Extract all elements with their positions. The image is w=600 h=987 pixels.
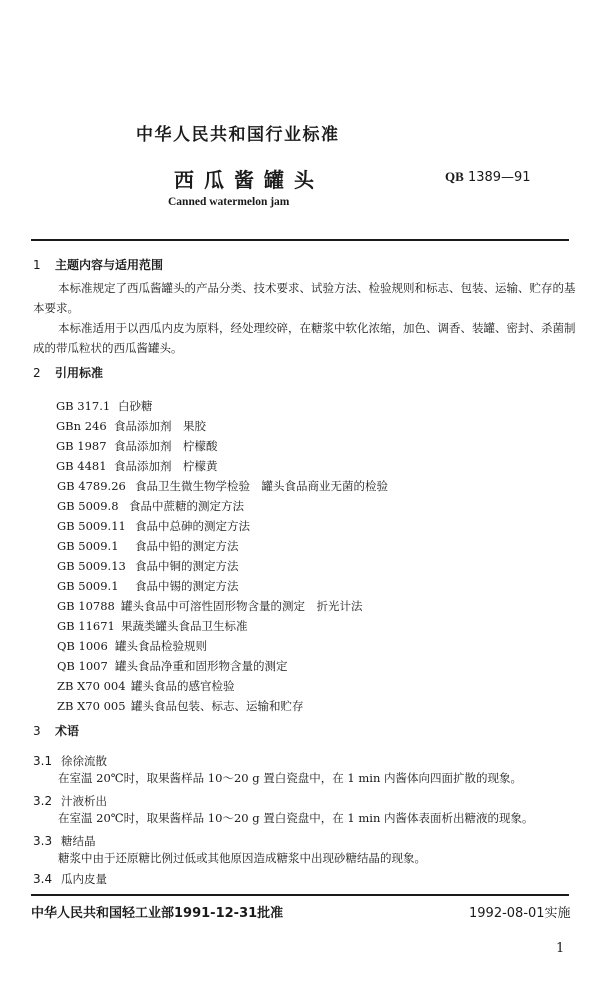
- reference-title: 食品中蔗糖的测定方法: [129, 499, 244, 513]
- reference-title: 罐头食品包装、标志、运输和贮存: [131, 699, 304, 713]
- reference-code: GB 4789.26: [57, 479, 126, 493]
- reference-item: [57, 578, 239, 594]
- term-number: 3.2: [33, 794, 53, 808]
- reference-item: [57, 618, 248, 634]
- reference-item: [57, 518, 250, 534]
- reference-item: [56, 398, 153, 414]
- english-title: Canned watermelon jam: [168, 196, 290, 208]
- reference-code: GB 5009.13: [57, 559, 126, 573]
- reference-code: ZB X70 005: [57, 699, 126, 713]
- term-number: 3.1: [33, 754, 53, 768]
- reference-code: GB 5009.8: [57, 499, 119, 513]
- standard-code: [445, 169, 531, 185]
- footer-divider: [31, 894, 569, 896]
- reference-item: [57, 538, 239, 554]
- reference-code: QB 1006: [57, 639, 108, 653]
- reference-title: 罐头食品中可溶性固形物含量的测定 折光计法: [121, 599, 363, 613]
- reference-title: 食品中锡的测定方法: [135, 579, 239, 593]
- reference-title: 罐头食品检验规则: [115, 639, 207, 653]
- term-name: 瓜内皮量: [61, 872, 107, 886]
- reference-item: [57, 598, 363, 614]
- term-heading: [33, 790, 107, 809]
- section-number: 1: [33, 258, 41, 272]
- reference-code: GB 1987: [56, 439, 107, 453]
- term-name: 徐徐流散: [61, 754, 107, 768]
- term-number: 3.4: [33, 872, 53, 886]
- reference-code: QB 1007: [57, 659, 108, 673]
- term-definition: 糖浆中由于还原糖比例过低或其他原因造成糖浆中出现砂糖结晶的现象。: [58, 851, 426, 865]
- reference-title: 食品添加剂 柠檬黄: [114, 459, 218, 473]
- reference-code: GB 4481: [56, 459, 107, 473]
- reference-item: [57, 698, 304, 714]
- term-name: 糖结晶: [61, 834, 96, 848]
- term-number: 3.3: [33, 834, 53, 848]
- section-heading-1: [33, 256, 163, 273]
- reference-title: 食品中铅的测定方法: [135, 539, 239, 553]
- reference-title: 食品中铜的测定方法: [135, 559, 239, 573]
- term-definition: 在室温 20℃时，取果酱样品 10～20 g 置白瓷盘中，在 1 min 内酱体表面析出糖液的现象。: [58, 811, 534, 825]
- term-heading: [33, 750, 107, 769]
- paragraph-2-line-2: 成的带瓜粒状的西瓜酱罐头。: [33, 341, 183, 355]
- reference-title: 食品中总砷的测定方法: [135, 519, 250, 533]
- standard-code-prefix: QB: [445, 169, 464, 184]
- approval-statement: 中华人民共和国轻工业部1991-12-31批准: [31, 906, 284, 921]
- reference-code: GBn 246: [56, 419, 107, 433]
- paragraph-1-line-2: 本要求。: [33, 301, 79, 315]
- section-number: 2: [33, 366, 41, 380]
- reference-title: 食品添加剂 柠檬酸: [114, 439, 218, 453]
- reference-code: ZB X70 004: [57, 679, 126, 693]
- effective-date: 1992-08-01实施: [469, 906, 571, 921]
- reference-item: [56, 438, 218, 454]
- section-heading-3: [33, 722, 79, 739]
- reference-title: 罐头食品净重和固形物含量的测定: [115, 659, 288, 673]
- section-heading-2: [33, 364, 103, 381]
- reference-item: [57, 498, 244, 514]
- term-definition: 在室温 20℃时，取果酱样品 10～20 g 置白瓷盘中，在 1 min 内酱体向四面扩散的现象。: [58, 771, 523, 785]
- term-name: 汁液析出: [61, 794, 107, 808]
- term-heading: [33, 868, 107, 887]
- reference-code: GB 10788: [57, 599, 115, 613]
- term-heading: [33, 830, 96, 849]
- reference-item: [56, 458, 218, 474]
- reference-code: GB 5009.1: [57, 539, 119, 553]
- document-title: 西瓜酱罐头: [174, 168, 324, 192]
- reference-item: [57, 478, 388, 494]
- reference-item: [56, 418, 206, 434]
- issuing-org-header: 中华人民共和国行业标准: [136, 125, 340, 145]
- section-title: 引用标准: [55, 366, 104, 380]
- reference-title: 白砂糖: [118, 399, 153, 413]
- reference-title: 罐头食品的感官检验: [131, 679, 235, 693]
- reference-title: 食品卫生微生物学检验 罐头食品商业无菌的检验: [135, 479, 388, 493]
- page-number: 1: [556, 941, 565, 956]
- paragraph-1-line-1: 本标准规定了西瓜酱罐头的产品分类、技术要求、试验方法、检验规则和标志、包装、运输、贮存的基: [58, 281, 576, 295]
- section-title: 术语: [55, 724, 80, 738]
- reference-item: [57, 638, 207, 654]
- reference-item: [57, 678, 235, 694]
- reference-code: GB 317.1: [56, 399, 111, 413]
- reference-code: GB 5009.1: [57, 579, 119, 593]
- standard-code-number: 1389—91: [467, 170, 531, 185]
- section-number: 3: [33, 724, 41, 738]
- reference-item: [57, 658, 288, 674]
- paragraph-2-line-1: 本标准适用于以西瓜内皮为原料，经处理绞碎，在糖浆中软化浓缩，加色、调香、装罐、密封、杀菌制: [58, 321, 576, 335]
- header-divider: [31, 239, 569, 241]
- reference-item: [57, 558, 239, 574]
- section-title: 主题内容与适用范围: [55, 258, 164, 272]
- reference-code: GB 5009.11: [57, 519, 126, 533]
- reference-code: GB 11671: [57, 619, 115, 633]
- reference-title: 食品添加剂 果胶: [114, 419, 206, 433]
- reference-title: 果蔬类罐头食品卫生标准: [121, 619, 248, 633]
